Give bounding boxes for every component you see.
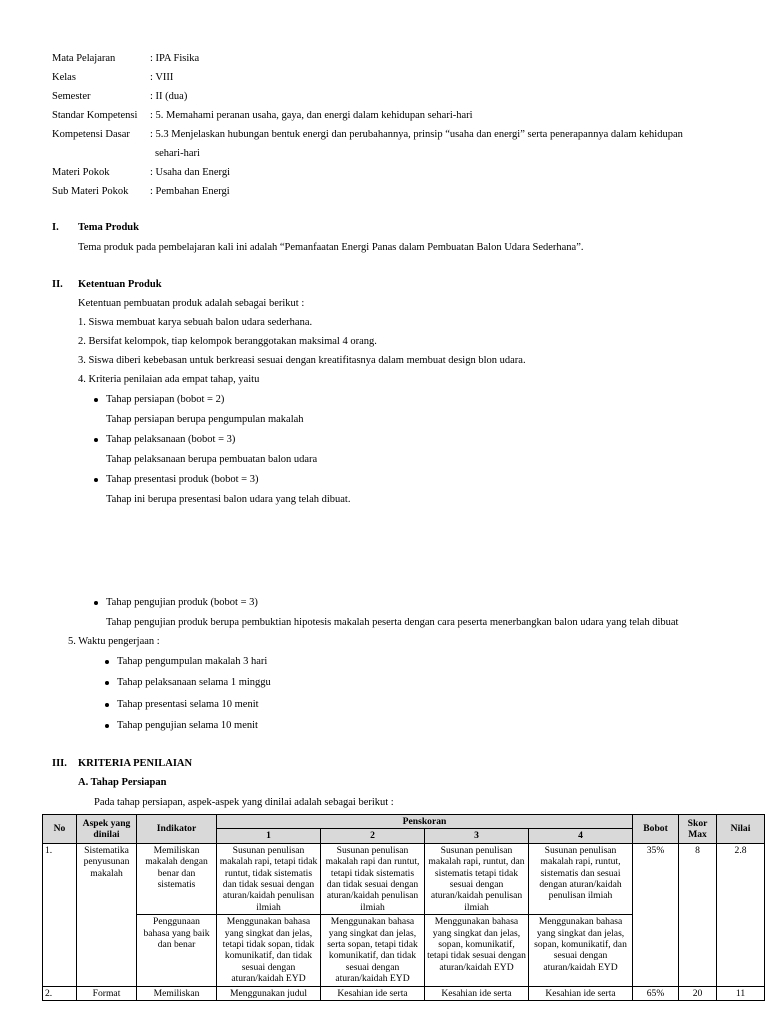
header-score-2: 2 xyxy=(321,829,425,843)
cell-score-4: Menggunakan bahasa yang singkat dan jelas, sopan, komunikatif, dan sesuai dengan aturan/kaidah EYD xyxy=(529,915,633,986)
header-penskoran: Penskoran xyxy=(217,815,633,829)
meta-value-line1: : 5.3 Menjelaskan hubungan bentuk energi dan perubahannya, prinsip “usaha dan energi” serta penerapannya dalam kehidupan xyxy=(150,129,683,140)
rule-item-1: 1. Siswa membuat karya sebuah balon udara sederhana. xyxy=(78,317,313,328)
section-2-title: Ketentuan Produk xyxy=(78,279,162,290)
cell-score-2: Menggunakan bahasa yang singkat dan jelas, serta sopan, tetapi tidak komunikatif, dan tidak sesuai dengan aturan/kaidah EYD xyxy=(321,915,425,986)
meta-row-basic-competence xyxy=(52,125,732,163)
meta-key: Sub Materi Pokok xyxy=(52,186,129,197)
section-2-number: II. xyxy=(52,279,63,290)
meta-row-class xyxy=(52,68,732,87)
meta-value: : Usaha dan Energi xyxy=(150,167,230,178)
stage-3-title: Tahap presentasi produk (bobot = 3) xyxy=(106,474,259,485)
cell-aspek: Format xyxy=(77,986,137,1000)
meta-value: : II (dua) xyxy=(150,91,188,102)
header-score-4: 4 xyxy=(529,829,633,843)
section-3-intro: Pada tahap persiapan, aspek-aspek yang dinilai adalah sebagai berikut : xyxy=(94,797,394,808)
time-item-4: Tahap pengujian selama 10 menit xyxy=(117,720,258,731)
cell-indikator: Memiliskan xyxy=(137,986,217,1000)
cell-score-2: Kesahian ide serta xyxy=(321,986,425,1000)
meta-value: : 5. Memahami peranan usaha, gaya, dan energi dalam kehidupan sehari-hari xyxy=(150,110,473,121)
cell-score-4: Kesahian ide serta xyxy=(529,986,633,1000)
header-indikator: Indikator xyxy=(137,815,217,844)
cell-indikator: Penggunaan bahasa yang baik dan benar xyxy=(137,915,217,986)
bullet-icon xyxy=(94,438,98,442)
meta-key: Kompetensi Dasar xyxy=(52,129,130,140)
cell-score-1: Menggunakan judul xyxy=(217,986,321,1000)
table-row xyxy=(43,843,765,914)
table-header xyxy=(43,815,765,844)
cell-score-3: Susunan penulisan makalah rapi, runtut, dan sistematis tetapi tidak sesuai dengan aturan/kaidah penulisan ilmiah xyxy=(425,843,529,914)
header-skor-max: Skor Max xyxy=(679,815,717,844)
meta-row-subject xyxy=(52,49,732,68)
rule-item-2: 2. Bersifat kelompok, tiap kelompok beranggotakan maksimal 4 orang. xyxy=(78,336,377,347)
bullet-icon xyxy=(105,703,109,707)
bullet-icon xyxy=(105,681,109,685)
meta-row-standard xyxy=(52,106,732,125)
cell-bobot: 35% xyxy=(633,843,679,986)
section-3-title: KRITERIA PENILAIAN xyxy=(78,758,193,769)
cell-score-3: Menggunakan bahasa yang singkat dan jelas, sopan, komunikatif, tetapi tidak sesuai dengan aturan/kaidah EYD xyxy=(425,915,529,986)
bullet-icon xyxy=(94,398,98,402)
cell-bobot: 65% xyxy=(633,986,679,1000)
cell-score-2: Susunan penulisan makalah rapi dan runtut, tetapi tidak sistematis dan tidak sesuai dengan aturan/kaidah penulisan ilmiah xyxy=(321,843,425,914)
header-no: No xyxy=(43,815,77,844)
criteria-table xyxy=(42,814,765,1001)
section-1-text: Tema produk pada pembelajaran kali ini adalah “Pemanfaatan Energi Panas dalam Pembuatan Balon Udara Sederhana”. xyxy=(78,242,584,253)
meta-value: : Pembahan Energi xyxy=(150,186,230,197)
meta-key: Materi Pokok xyxy=(52,167,110,178)
section-3-number: III. xyxy=(52,758,67,769)
meta-value xyxy=(150,125,732,163)
section-3-subtitle: A. Tahap Persiapan xyxy=(78,777,167,788)
cell-aspek: Sistematika penyusunan makalah xyxy=(77,843,137,986)
rule-item-4: 4. Kriteria penilaian ada empat tahap, yaitu xyxy=(78,374,260,385)
cell-indikator: Memiliskan makalah dengan benar dan sistematis xyxy=(137,843,217,914)
meta-row-semester xyxy=(52,87,732,106)
bullet-icon xyxy=(94,601,98,605)
stage-4-desc: Tahap pengujian produk berupa pembuktian hipotesis makalah peserta dengan cara peserta menerbangkan balon udara yang telah dibuat xyxy=(106,617,679,628)
cell-no: 1. xyxy=(43,843,77,986)
stage-3-desc: Tahap ini berupa presentasi balon udara yang telah dibuat. xyxy=(106,494,351,505)
header-nilai: Nilai xyxy=(717,815,765,844)
section-1-number: I. xyxy=(52,222,59,233)
cell-skor-max: 8 xyxy=(679,843,717,986)
cell-skor-max: 20 xyxy=(679,986,717,1000)
time-item-2: Tahap pelaksanaan selama 1 minggu xyxy=(117,677,271,688)
cell-nilai: 2.8 xyxy=(717,843,765,986)
header-score-1: 1 xyxy=(217,829,321,843)
meta-value-line2: sehari-hari xyxy=(155,148,200,159)
meta-value: : IPA Fisika xyxy=(150,53,200,64)
meta-key: Kelas xyxy=(52,72,76,83)
stage-4-title: Tahap pengujian produk (bobot = 3) xyxy=(106,597,258,608)
time-item-1: Tahap pengumpulan makalah 3 hari xyxy=(117,656,268,667)
cell-no: 2. xyxy=(43,986,77,1000)
stage-2-title: Tahap pelaksanaan (bobot = 3) xyxy=(106,434,236,445)
meta-key: Mata Pelajaran xyxy=(52,53,116,64)
cell-score-4: Susunan penulisan makalah rapi, runtut, sistematis dan sesuai dengan aturan/kaidah penulisan ilmiah xyxy=(529,843,633,914)
header-score-3: 3 xyxy=(425,829,529,843)
stage-1-title: Tahap persiapan (bobot = 2) xyxy=(106,394,225,405)
header-bobot: Bobot xyxy=(633,815,679,844)
stage-1-desc: Tahap persiapan berupa pengumpulan makalah xyxy=(106,414,304,425)
stage-2-desc: Tahap pelaksanaan berupa pembuatan balon udara xyxy=(106,454,318,465)
cell-nilai: 11 xyxy=(717,986,765,1000)
rule-item-3: 3. Siswa diberi kebebasan untuk berkreasi sesuai dengan kreatifitasnya dalam membuat design blon udara. xyxy=(78,355,526,366)
meta-row-subtopic xyxy=(52,182,732,201)
cell-score-1: Menggunakan bahasa yang singkat dan jelas, tetapi tidak sopan, tidak komunikatif, dan tidak sesuai dengan aturan/kaidah EYD xyxy=(217,915,321,986)
section-1-title: Tema Produk xyxy=(78,222,139,233)
course-metadata xyxy=(52,49,732,201)
meta-value: : VIII xyxy=(150,72,174,83)
cell-score-3: Kesahian ide serta xyxy=(425,986,529,1000)
meta-key: Semester xyxy=(52,91,91,102)
section-2-intro: Ketentuan pembuatan produk adalah sebagai berikut : xyxy=(78,298,305,309)
meta-row-topic xyxy=(52,163,732,182)
meta-key: Standar Kompetensi xyxy=(52,110,138,121)
rule-item-5: 5. Waktu pengerjaan : xyxy=(68,636,160,647)
header-aspek: Aspek yang dinilai xyxy=(77,815,137,844)
cell-score-1: Susunan penulisan makalah rapi, tetapi tidak runtut, tidak sistematis dan tidak sesuai dengan aturan/kaidah penulisan ilmiah xyxy=(217,843,321,914)
bullet-icon xyxy=(94,478,98,482)
bullet-icon xyxy=(105,660,109,664)
time-item-3: Tahap presentasi selama 10 menit xyxy=(117,699,259,710)
bullet-icon xyxy=(105,724,109,728)
table-row xyxy=(43,986,765,1000)
